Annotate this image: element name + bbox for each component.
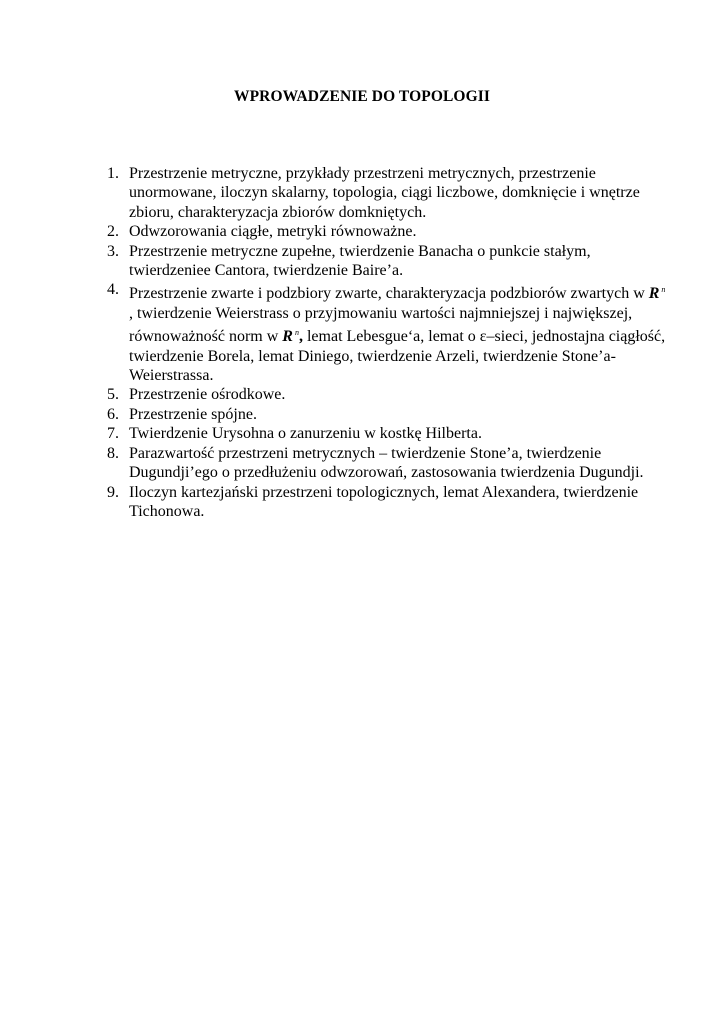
document-title: WPROWADZENIE DO TOPOLOGII <box>233 88 490 105</box>
bold-comma: , <box>298 328 303 346</box>
list-item <box>107 424 667 443</box>
item-text: Przestrzenie spójne. <box>129 405 257 423</box>
list-item <box>107 444 667 483</box>
rn-letter: R <box>648 285 660 303</box>
item-text-part: , twierdzenie Weierstrass o przyjmowaniu wartości najmniejszej i największej, równoważność norm w <box>129 304 633 346</box>
rn-symbol <box>282 328 299 345</box>
item-text: Parazwartość przestrzeni metrycznych – twierdzenie Stone’a, twierdzenie Dugundji’ego o przedłużeniu odwzorowań, zastosowania twierdzenia Dugundji. <box>129 444 644 482</box>
list-item <box>107 164 667 222</box>
item-text: Twierdzenie Urysohna o zanurzeniu w kostkę Hilberta. <box>129 425 482 443</box>
item-number: 9. <box>107 483 119 501</box>
item-text: Przestrzenie metryczne, przykłady przestrzeni metrycznych, przestrzenie unormowane, iloczyn skalarny, topologia, ciągi liczbowe, domknięcie i wnętrze zbioru, charakteryzacja zbiorów domkniętych. <box>129 165 640 221</box>
rn-exponent: n <box>294 328 299 338</box>
item-number: 2. <box>107 223 119 241</box>
item-text: Iloczyn kartezjański przestrzeni topologicznych, lemat Alexandera, twierdzenie Tichonowa. <box>129 483 639 520</box>
rn-letter: R <box>282 328 293 346</box>
list-item <box>107 242 667 281</box>
item-number: 4. <box>107 281 119 299</box>
list-item <box>107 405 667 424</box>
list-item <box>107 222 667 241</box>
item-number: 8. <box>107 444 119 462</box>
item-number: 7. <box>107 425 119 443</box>
item-number: 5. <box>107 386 119 404</box>
item-number: 1. <box>107 165 119 182</box>
item-text: Odwzorowania ciągłe, metryki równoważne. <box>129 223 417 241</box>
item-text: Przestrzenie ośrodkowe. <box>129 386 286 404</box>
list-item <box>107 385 667 404</box>
item-number: 6. <box>107 405 119 423</box>
list-item <box>107 483 667 522</box>
rn-exponent: n <box>661 285 666 295</box>
rn-symbol <box>649 285 666 302</box>
item-text-part: Przestrzenie zwarte i podzbiory zwarte, charakteryzacja podzbiorów zwartych w <box>129 285 649 303</box>
item-number: 3. <box>107 242 119 260</box>
item-text-part: lemat Lebesgue‘a, lemat o ε–sieci, jednostajna ciągłość, twierdzenie Borela, lemat Diniego, twierdzenie Arzeli, twierdzenie Stone’a-Weierstrassa. <box>129 328 666 385</box>
topic-list <box>107 164 667 521</box>
list-item <box>107 280 667 385</box>
item-text: Przestrzenie metryczne zupełne, twierdzenie Banacha o punkcie stałym, twierdzeniee Cantora, twierdzenie Baire’a. <box>129 242 591 280</box>
